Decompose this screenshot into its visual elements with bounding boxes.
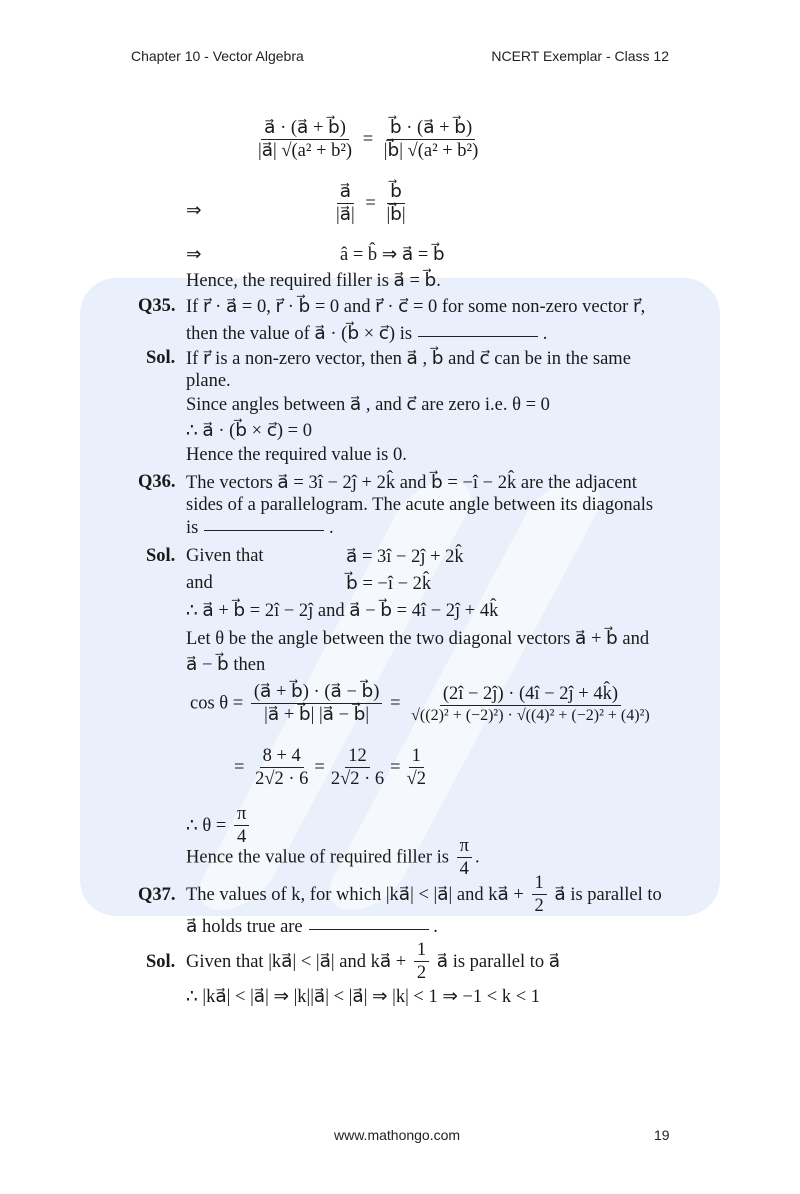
- theta-label: ∴ θ =: [186, 816, 227, 837]
- fill-blank: [418, 336, 538, 337]
- fraction-numerator: (2î − 2ĵ) · (4î − 2ĵ + 4k̂): [440, 684, 621, 706]
- question-text: If r⃗ · a⃗ = 0, r⃗ · b⃗ = 0 and r⃗ · c⃗ = 0 for some non-zero vector r⃗,: [186, 297, 646, 317]
- solution-label: Sol.: [146, 952, 176, 972]
- cos-label: cos θ =: [190, 693, 244, 714]
- question-text: [186, 873, 662, 917]
- fraction-denominator: |b⃗|: [386, 205, 406, 226]
- fraction-numerator: 1: [409, 746, 424, 768]
- question-text: then the value of a⃗ · (b⃗ × c⃗) is .: [186, 324, 548, 344]
- solution-text-part: a⃗ is parallel to a⃗: [436, 952, 561, 973]
- fraction-numerator: π: [457, 836, 472, 858]
- fraction-denominator: 2√2 · 6: [330, 769, 385, 790]
- fraction-denominator: √((2)² + (−2)²) · √((4)² + (−2)² + (4)²): [411, 706, 650, 724]
- page-number: 19: [654, 1127, 670, 1143]
- fraction-denominator: |b⃗| √(a² + b²): [383, 141, 479, 162]
- solution-label: Sol.: [146, 546, 176, 566]
- implies-symbol: ⇒: [186, 201, 202, 221]
- question-text-part: The values of k, for which |ka⃗| < |a⃗| and ka⃗ +: [186, 885, 524, 906]
- fraction-numerator: (a⃗ + b⃗) · (a⃗ − b⃗): [251, 682, 383, 704]
- fraction-denominator: 4: [459, 859, 469, 880]
- question-text: sides of a parallelogram. The acute angle between its diagonals: [186, 495, 654, 515]
- fraction-denominator: 2: [534, 896, 544, 917]
- fill-blank: [204, 530, 324, 531]
- question-text-part: then the value of a⃗ · (b⃗ × c⃗) is: [186, 324, 413, 344]
- implies-symbol: ⇒: [186, 245, 202, 265]
- solution-text: Hence the required value is 0.: [186, 445, 407, 465]
- prev-eq-line3: â = b̂ ⇒ a⃗ = b⃗: [340, 245, 445, 265]
- fraction-numerator: 1: [414, 940, 429, 962]
- fraction-denominator: |a⃗| √(a² + b²): [258, 141, 353, 162]
- fraction-denominator: 2√2 · 6: [255, 769, 309, 790]
- question-text: is .: [186, 518, 334, 538]
- solution-text: ∴ |ka⃗| < |a⃗| ⇒ |k||a⃗| < |a⃗| ⇒ |k| < 1 ⇒ −1 < k < 1: [186, 987, 541, 1007]
- simplify-equation: = $\frac{8 + 4}{2√2 \cdot 6}$ = $\frac{12}{2√2 \cdot 6}$ = $\frac{1}{√2}$: [234, 746, 432, 790]
- fraction-numerator: 1: [532, 873, 547, 895]
- fill-blank: [309, 929, 429, 930]
- solution-text-part: Given that |ka⃗| < |a⃗| and ka⃗ +: [186, 952, 407, 973]
- conclusion-text: Hence the value of required filler is: [186, 847, 449, 868]
- question-text: a⃗ holds true are .: [186, 917, 438, 937]
- prev-eq-line2: $\frac{a⃗}{|a⃗|}$ = $\frac{b⃗}{|b⃗|}$: [330, 182, 412, 226]
- solution-text: [186, 940, 560, 984]
- solution-text: Since angles between a⃗ , and c⃗ are zero i.e. θ = 0: [186, 395, 550, 415]
- chapter-header: Chapter 10 - Vector Algebra: [131, 48, 304, 64]
- question-number: Q37.: [138, 885, 176, 905]
- fraction-numerator: 12: [345, 746, 370, 768]
- solution-text: a⃗ − b⃗ then: [186, 655, 266, 675]
- question-number: Q35.: [138, 296, 176, 316]
- given-label: Given that: [186, 546, 264, 566]
- fraction-denominator: |a⃗|: [336, 205, 355, 226]
- q36-conclusion: Hence the value of required filler is $\frac{\pi}{4}$ .: [186, 836, 480, 880]
- fraction-numerator: b⃗ · (a⃗ + b⃗): [387, 118, 475, 140]
- fraction-denominator: 4: [237, 827, 247, 848]
- fraction-numerator: a⃗ · (a⃗ + b⃗): [261, 118, 349, 140]
- given-b: b⃗ = −î − 2k̂: [346, 574, 432, 594]
- fraction-denominator: √2: [406, 769, 426, 790]
- question-text-part: is: [186, 518, 199, 538]
- prev-eq-line1: $\frac{a⃗ \cdot (a⃗ + b⃗)}{\text{|a⃗| √(a² + b²)}}$ = $\frac{b⃗ \cdot (a⃗ + b⃗)}{\text{|b⃗| √(a² + b²)}}$: [252, 118, 484, 162]
- fraction-numerator: b⃗: [387, 182, 405, 204]
- prev-conclusion: Hence, the required filler is a⃗ = b⃗.: [186, 271, 441, 291]
- fraction-numerator: 8 + 4: [260, 746, 304, 768]
- question-text-part: a⃗ holds true are: [186, 917, 303, 937]
- question-text: The vectors a⃗ = 3î − 2ĵ + 2k̂ and b⃗ = −î − 2k̂ are the adjacent: [186, 473, 637, 493]
- solution-text: ∴ a⃗ + b⃗ = 2î − 2ĵ and a⃗ − b⃗ = 4î − 2ĵ + 4k̂: [186, 601, 499, 621]
- solution-text: Let θ be the angle between the two diagonal vectors a⃗ + b⃗ and: [186, 629, 650, 649]
- fraction-denominator: 2: [416, 963, 427, 984]
- fraction-numerator: π: [234, 804, 249, 826]
- cos-equation: cos θ = $\frac{(a⃗ + b⃗) \cdot (a⃗ - b⃗)}{|a⃗ + b⃗| |a⃗ - b⃗|}$ = $\frac{(2î - 2ĵ) \cdot (4î - 2ĵ + 4k̂)}{\text{√((2)² + (−2)²) · √((4)² + (−2)² + (4)²)}}$: [190, 682, 656, 726]
- question-text-part: a⃗ is parallel to: [554, 885, 662, 906]
- footer-site: www.mathongo.com: [334, 1127, 461, 1143]
- solution-text: If r⃗ is a non-zero vector, then a⃗ , b⃗ and c⃗ can be in the same: [186, 349, 631, 369]
- book-header: NCERT Exemplar - Class 12: [491, 48, 669, 64]
- given-a: a⃗ = 3î − 2ĵ + 2k̂: [346, 547, 464, 567]
- solution-text: plane.: [186, 371, 231, 391]
- solution-label: Sol.: [146, 348, 176, 368]
- fraction-denominator: |a⃗ + b⃗| |a⃗ − b⃗|: [264, 705, 370, 726]
- solution-text: ∴ a⃗ · (b⃗ × c⃗) = 0: [186, 421, 312, 441]
- fraction-numerator: a⃗: [337, 182, 354, 204]
- question-number: Q36.: [138, 472, 176, 492]
- and-label: and: [186, 573, 213, 593]
